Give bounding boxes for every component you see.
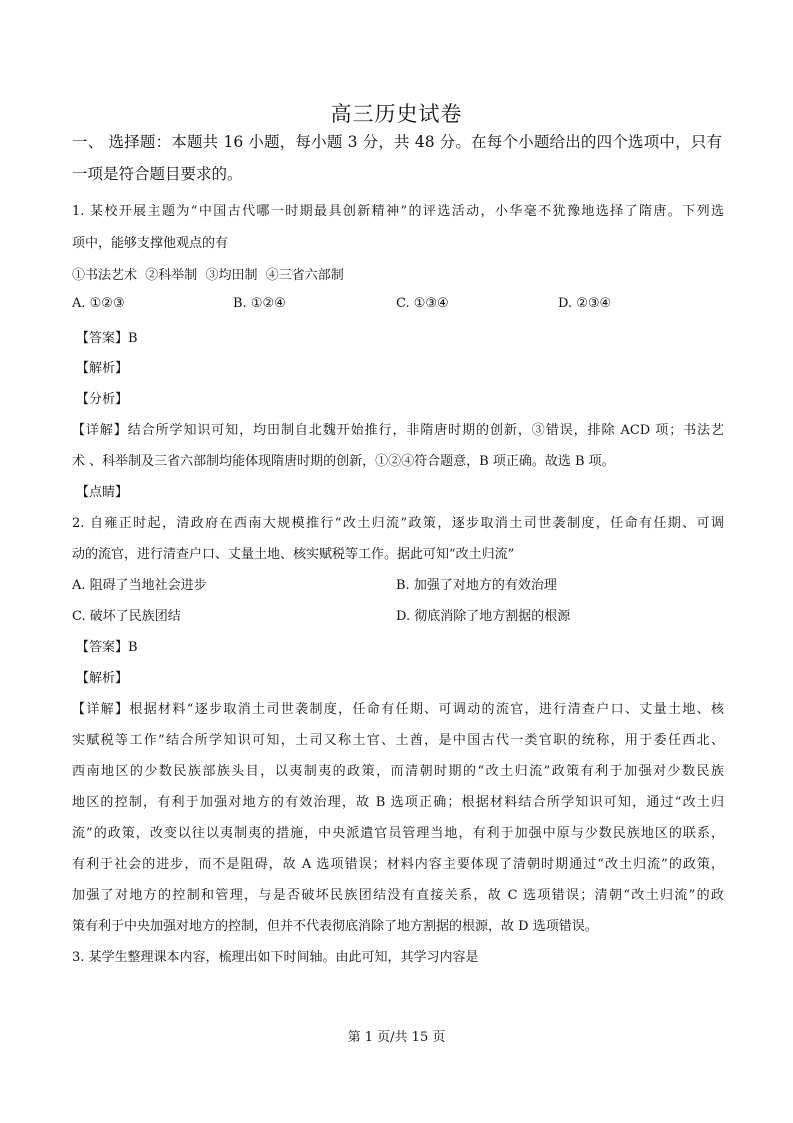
page-footer: 第 1 页/共 15 页 — [347, 1030, 446, 1045]
q1-option-c: C. ①③④ — [396, 296, 449, 311]
q2-answer: 【答案】B — [76, 640, 138, 655]
q2-analysis-tag: 【解析】 — [76, 671, 129, 686]
q2-stem-line2: 动的流官，进行清查户口、丈量土地、核实赋税等工作。据此可知“改土归流” — [72, 547, 515, 562]
q2-detail-line2: 实赋税等工作”结合所学知识可知，土司又称土官、土酋，是中国古代一类官职的统称，用于委任西北、 — [72, 733, 724, 748]
q2-detail-line5: 流”的政策，改变以往以夷制夷的措施，中央派遣官员管理当地，有利于加强中原与少数民族地区的联系， — [72, 826, 724, 841]
q2-stem-line1: 2. 自雍正时起，清政府在西南大规模推行“改土归流”政策，逐步取消土司世袭制度，任命有任期、可调 — [72, 516, 724, 531]
section-heading-line1: 一、 选择题：本题共 16 小题，每小题 3 分，共 48 分。在每个小题给出的四个选项中，只有 — [72, 133, 722, 151]
q2-detail-line8: 策有利于中央加强对地方的控制，但并不代表彻底消除了地方割据的根源，故 D 选项错误。 — [72, 919, 598, 934]
q2-detail-line1: 【详解】根据材料“逐步取消土司世袭制度，任命有任期、可调动的流官，进行清查户口、丈量土地、核 — [72, 702, 724, 717]
q1-detail-line1: 【详解】结合所学知识可知，均田制自北魏开始推行，非隋唐时期的创新，③错误，排除 ACD 项；书法艺 — [72, 423, 724, 438]
q1-fenxi-tag: 【分析】 — [76, 392, 129, 407]
q2-option-b: B. 加强了对地方的有效治理 — [396, 578, 557, 593]
q2-option-c: C. 破坏了民族团结 — [72, 609, 181, 624]
q1-stem-line1: 1. 某校开展主题为“中国古代哪一时期最具创新精神”的评选活动，小华毫不犹豫地选择了隋唐。下列选 — [72, 204, 724, 219]
q3-stem: 3. 某学生整理课本内容，梳理出如下时间轴。由此可知，其学习内容是 — [72, 950, 479, 965]
q2-detail-line4: 地区的控制，有利于加强对地方的有效治理，故 B 选项正确；根据材料结合所学知识可知，通过“改土归 — [72, 795, 724, 810]
q2-option-d: D. 彻底消除了地方割据的根源 — [396, 609, 571, 624]
q2-detail-line6: 有利于社会的进步，而不是阻碍，故 A 选项错误；材料内容主要体现了清朝时期通过“改土归流”的政策， — [72, 857, 724, 872]
q1-answer: 【答案】B — [76, 331, 138, 346]
q2-detail-line3: 西南地区的少数民族部族头目，以夷制夷的政策，而清朝时期的“改土归流”政策有利于加强对少数民族 — [72, 764, 724, 779]
q1-dianjing-tag: 【点睛】 — [76, 485, 129, 500]
q1-option-a: A. ①②③ — [72, 296, 125, 311]
q1-items: ①书法艺术 ②科举制 ③均田制 ④三省六部制 — [72, 268, 344, 283]
q2-option-a: A. 阻碍了当地社会进步 — [72, 578, 207, 593]
q1-option-d: D. ②③④ — [558, 296, 612, 311]
q1-option-b: B. ①②④ — [233, 296, 286, 311]
q1-analysis-tag: 【解析】 — [76, 361, 129, 376]
q2-detail-line7: 加强了对地方的控制和管理，与是否破坏民族团结没有直接关系，故 C 选项错误；清朝“改土归流”的政 — [72, 888, 724, 903]
q1-detail-line2: 术 、科举制及三省六部制均能体现隋唐时期的创新，①②④符合题意，B 项正确。故选 B 项。 — [72, 454, 615, 469]
page-title: 高三历史试卷 — [330, 102, 463, 126]
q1-stem-line2: 项中，能够支撑他观点的有 — [72, 236, 229, 251]
section-heading-line2: 一项是符合题目要求的。 — [72, 165, 243, 183]
